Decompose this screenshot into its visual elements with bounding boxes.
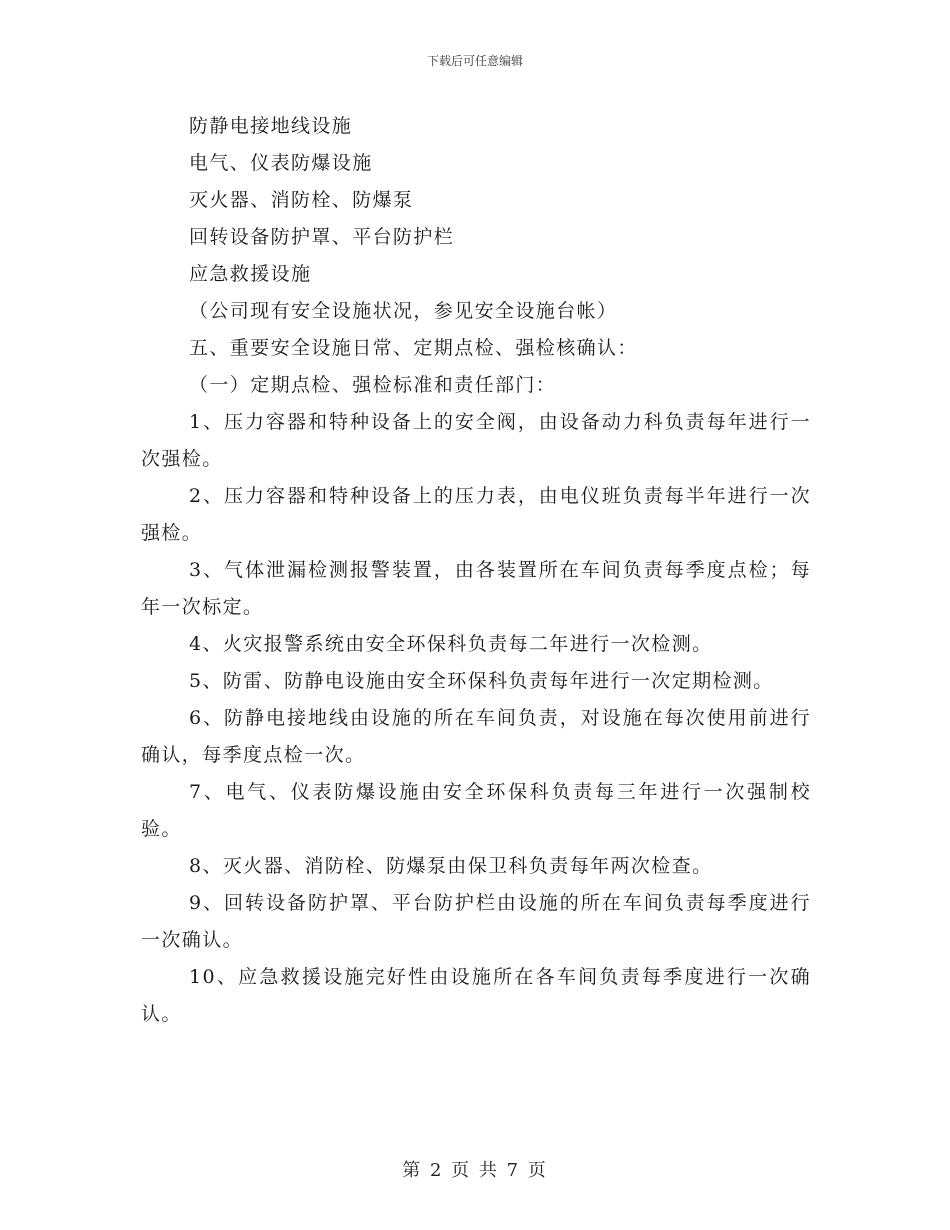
sub-heading: （一）定期点检、强检标准和责任部门： xyxy=(189,374,557,396)
paragraph: 2、压力容器和特种设备上的压力表，由电仪班负责每半年进行一次强检。 xyxy=(141,485,811,544)
document-body xyxy=(141,108,811,1033)
paragraph: 6、防静电接地线由设施的所在车间负责，对设施在每次使用前进行确认，每季度点检一次。 xyxy=(141,707,811,766)
paragraph: 5、防雷、防静电设施由安全环保科负责每年进行一次定期检测。 xyxy=(189,670,774,692)
paragraph: 3、气体泄漏检测报警装置，由各装置所在车间负责每季度点检；每年一次标定。 xyxy=(141,559,811,618)
section-heading: 五、重要安全设施日常、定期点检、强检核确认： xyxy=(189,337,638,359)
paragraph: 4、火灾报警系统由安全环保科负责每二年进行一次检测。 xyxy=(189,633,713,655)
paragraph: 1、压力容器和特种设备上的安全阀，由设备动力科负责每年进行一次强检。 xyxy=(141,411,811,470)
list-item: 应急救援设施 xyxy=(189,263,312,285)
page-number: 第 2 页 共 7 页 xyxy=(402,1160,548,1181)
paragraph: 8、灭火器、消防栓、防爆泵由保卫科负责每年两次检查。 xyxy=(189,855,713,877)
page-header-note: 下载后可任意编辑 xyxy=(426,54,523,68)
list-item: 防静电接地线设施 xyxy=(189,115,353,137)
paragraph: 9、回转设备防护罩、平台防护栏由设施的所在车间负责每季度进行一次确认。 xyxy=(141,892,811,951)
paragraph: 7、电气、仪表防爆设施由安全环保科负责每三年进行一次强制校验。 xyxy=(141,781,811,840)
list-item: 回转设备防护罩、平台防护栏 xyxy=(189,226,455,248)
note-line: （公司现有安全设施状况，参见安全设施台帐） xyxy=(189,300,618,322)
paragraph: 10、应急救援设施完好性由设施所在各车间负责每季度进行一次确认。 xyxy=(141,966,811,1025)
list-item: 电气、仪表防爆设施 xyxy=(189,152,373,174)
list-item: 灭火器、消防栓、防爆泵 xyxy=(189,189,414,211)
